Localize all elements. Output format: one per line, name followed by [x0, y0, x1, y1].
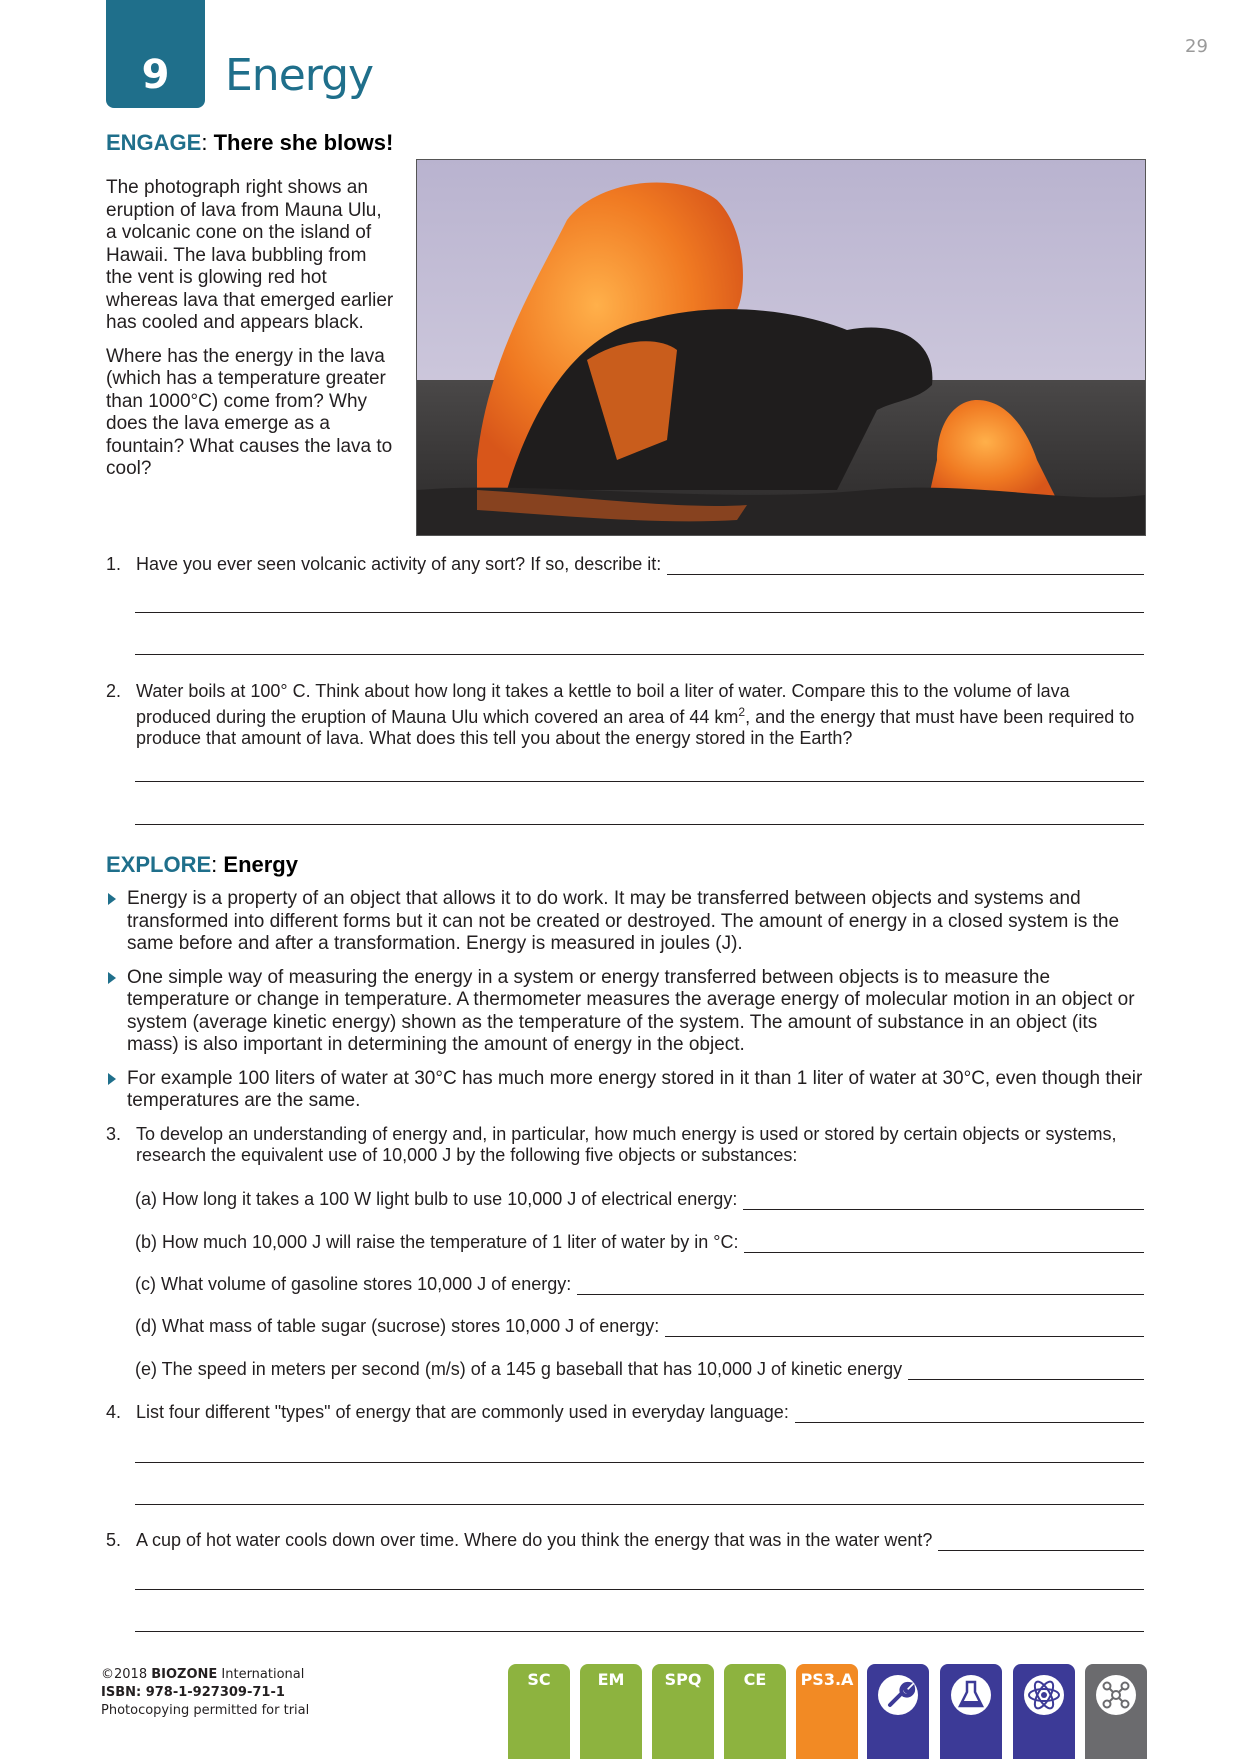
question-3a-answer-line[interactable] [743, 1191, 1144, 1210]
question-3d-answer-line[interactable] [665, 1318, 1144, 1337]
tag-em-label: EM [597, 1670, 625, 1689]
engage-paragraph-1: The photograph right shows an eruption of lava from Mauna Ulu, a volcanic cone on the island of Hawaii. The lava bubbling from the vent is glowing red hot whereas lava that emerged earlier has cooled and appears black. [106, 177, 394, 333]
question-4-text: List four different "types" of energy that are commonly used in everyday language: [136, 1402, 789, 1422]
copyright-line [101, 1666, 309, 1684]
question-4-answer-line[interactable] [795, 1404, 1144, 1423]
question-1 [106, 554, 1144, 575]
page-number: 29 [1185, 36, 1208, 57]
question-4-answer-line-3[interactable] [135, 1504, 1144, 1505]
question-2-text-part-1: Water boils at 100° C. Think about how long it takes a kettle to boil a liter of water. Compare this to the volume of lava produced during the eruption of Mauna Ulu which covered an area of 44 km [136, 681, 1070, 727]
chapter-title: Energy [225, 50, 374, 101]
question-5-number: 5. [106, 1530, 122, 1550]
explore-bullet-text: For example 100 liters of water at 30°C has much more energy stored in it than 1 liter of water at 30°C, even though their temperatures are the same. [127, 1067, 1143, 1111]
tag-systems[interactable] [1085, 1664, 1147, 1759]
publisher-name: BIOZONE [151, 1667, 218, 1682]
tag-spq[interactable] [652, 1664, 714, 1759]
question-3c-text: (c) What volume of gasoline stores 10,000 J of energy: [135, 1274, 572, 1294]
question-5 [106, 1530, 1144, 1551]
lava-eruption-image [417, 160, 1145, 535]
explore-keyword: EXPLORE [106, 852, 212, 877]
engage-colon: : [201, 130, 208, 155]
question-3c-answer-line[interactable] [577, 1276, 1144, 1295]
tag-spq-label: SPQ [664, 1670, 702, 1689]
tag-science-practices[interactable] [940, 1664, 1002, 1759]
engage-keyword: ENGAGE [106, 130, 202, 155]
explore-bullet [106, 888, 1146, 956]
explore-bullet [106, 1068, 1146, 1113]
question-1-answer-line[interactable] [667, 556, 1144, 575]
tag-sc-label: SC [527, 1670, 551, 1689]
explore-bullets [106, 888, 1146, 1124]
question-3d-text: (d) What mass of table sugar (sucrose) stores 10,000 J of energy: [135, 1316, 660, 1336]
question-3a [135, 1189, 1144, 1210]
tag-em[interactable] [580, 1664, 642, 1759]
engage-title: There she blows! [213, 130, 394, 155]
bullet-arrow-icon [108, 1073, 116, 1085]
question-3 [106, 1124, 1144, 1166]
explore-title: Energy [223, 852, 298, 877]
permission-note: Photocopying permitted for trial [101, 1703, 310, 1718]
question-3e-text: (e) The speed in meters per second (m/s) of a 145 g baseball that has 10,000 J of kinetic energy [135, 1359, 903, 1379]
tag-engineering[interactable] [867, 1664, 929, 1759]
question-1-answer-line-2[interactable] [135, 612, 1144, 613]
question-3-number: 3. [106, 1124, 122, 1144]
bullet-arrow-icon [108, 972, 116, 984]
question-3b [135, 1232, 1144, 1253]
question-2-answer-line-2[interactable] [135, 824, 1144, 825]
network-icon [1093, 1672, 1139, 1718]
chapter-number: 9 [141, 52, 170, 98]
engage-heading [106, 130, 393, 156]
isbn: ISBN: 978-1-927309-71-1 [101, 1685, 285, 1700]
tag-sc[interactable] [508, 1664, 570, 1759]
explore-bullet-text: Energy is a property of an object that allows it to do work. It may be transferred between objects and systems and transformed into different forms but it can not be created or destroyed. The amount of energy in a closed system is the same before and after a transformation. Energy is measured in joules (J). [127, 888, 1120, 954]
question-5-answer-line[interactable] [938, 1532, 1144, 1551]
question-2 [106, 681, 1144, 749]
chapter-number-tab [106, 0, 205, 108]
tag-ce[interactable] [724, 1664, 786, 1759]
copyright-prefix: ©2018 [101, 1667, 152, 1682]
question-4-answer-line-2[interactable] [135, 1462, 1144, 1463]
explore-heading [106, 852, 298, 878]
question-1-number: 1. [106, 554, 122, 574]
question-2-answer-line-1[interactable] [135, 781, 1144, 782]
question-5-answer-line-2[interactable] [135, 1589, 1144, 1590]
question-3e [135, 1359, 1144, 1380]
question-3d [135, 1316, 1144, 1337]
question-2-text [136, 681, 1144, 749]
question-2-text-part-2: , and the energy that must have been required to produce that amount of lava. What does this tell you about the energy stored in the Earth? [136, 707, 1135, 748]
bullet-arrow-icon [108, 893, 116, 905]
tag-ps3a-label: PS3.A [800, 1670, 854, 1689]
wrench-icon [875, 1672, 921, 1718]
question-4 [106, 1402, 1144, 1423]
tag-ce-label: CE [743, 1670, 767, 1689]
lava-eruption-photo [416, 159, 1146, 536]
question-3a-text: (a) How long it takes a 100 W light bulb to use 10,000 J of electrical energy: [135, 1189, 738, 1209]
question-5-answer-line-3[interactable] [135, 1631, 1144, 1632]
explore-colon: : [211, 852, 218, 877]
engage-paragraph-2: Where has the energy in the lava (which has a temperature greater than 1000°C) come from? Why does the lava emerge as a fountain? What causes the lava to cool? [106, 345, 393, 479]
question-3-text: To develop an understanding of energy and, in particular, how much energy is used or stored by certain objects or systems, research the equivalent use of 10,000 J by the following five objects or substances: [136, 1124, 1117, 1165]
question-2-superscript: 2 [738, 705, 746, 719]
question-3b-answer-line[interactable] [744, 1234, 1144, 1253]
question-2-number: 2. [106, 681, 122, 701]
question-5-text: A cup of hot water cools down over time. Where do you think the energy that was in the water went? [136, 1530, 933, 1550]
question-3b-text: (b) How much 10,000 J will raise the temperature of 1 liter of water by in °C: [135, 1232, 739, 1252]
question-4-number: 4. [106, 1402, 122, 1422]
engage-intro [106, 177, 396, 492]
tag-ps3a[interactable] [796, 1664, 858, 1759]
explore-bullet [106, 967, 1146, 1057]
flask-icon [948, 1672, 994, 1718]
atom-icon [1021, 1672, 1067, 1718]
tag-crosscutting[interactable] [1013, 1664, 1075, 1759]
question-1-answer-line-3[interactable] [135, 654, 1144, 655]
explore-bullet-text: One simple way of measuring the energy in a system or energy transferred between objects is to measure the temperature or change in temperature. A thermometer measures the average energy of molecular motion in an object or system (average kinetic energy) shown as the temperature of the system. The amount of substance in an object (its mass) is also important in determining the amount of energy in the object. [127, 966, 1135, 1055]
footer-copyright [101, 1666, 309, 1720]
publisher-suffix: International [217, 1667, 305, 1682]
question-1-text: Have you ever seen volcanic activity of any sort? If so, describe it: [136, 554, 662, 574]
question-3e-answer-line[interactable] [908, 1361, 1144, 1380]
question-3c [135, 1274, 1144, 1295]
